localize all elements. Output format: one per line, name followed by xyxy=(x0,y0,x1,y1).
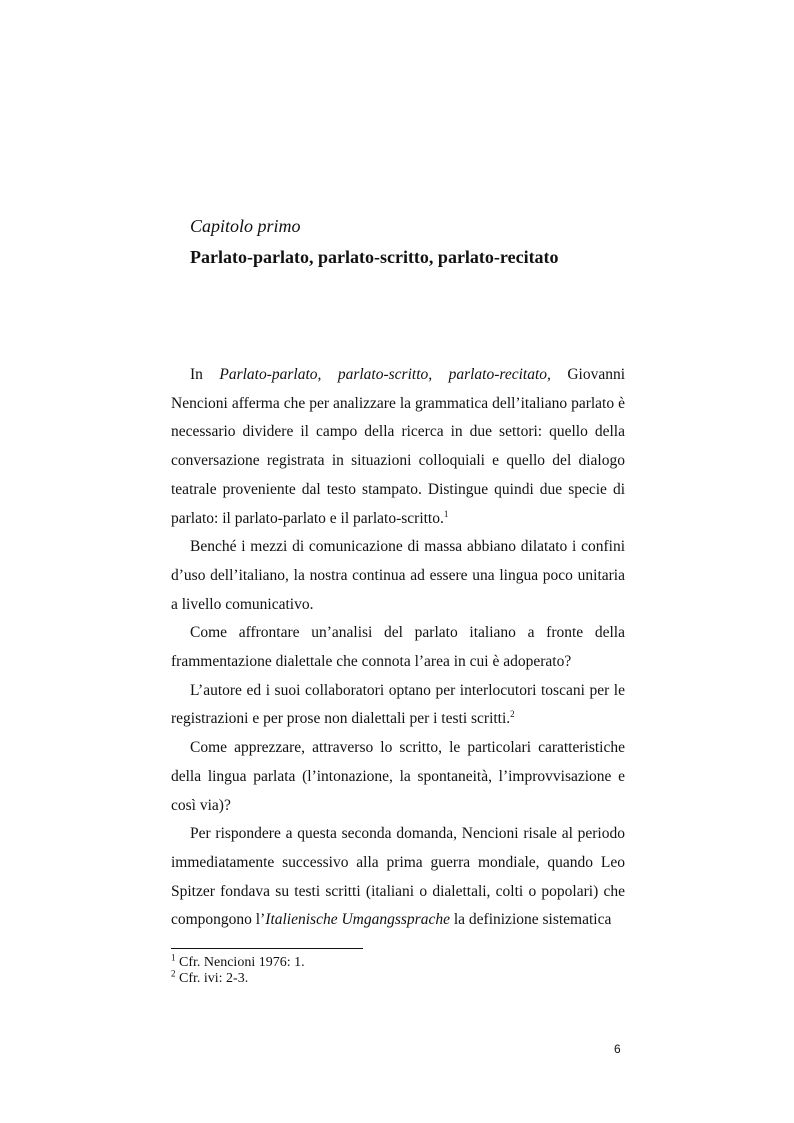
body-text xyxy=(171,361,625,935)
footnote: $^2$ Cfr. ivi: 2-3. xyxy=(171,967,249,986)
paragraph: Come affrontare un’analisi del parlato italiano a fronte della frammentazione dialettale che connota l’area in cui è adoperato? xyxy=(171,624,625,671)
cited-title: Parlato-parlato, parlato-scritto, parlato-recitato, xyxy=(219,366,551,383)
footnote-ref[interactable]: 1 xyxy=(443,508,449,519)
footnote-ref[interactable]: 2 xyxy=(510,709,515,720)
paragraph: L’autore ed i suoi collaboratori optano per interlocutori toscani per le registrazioni e per prose non dialettali per i testi scritti.$^2$ xyxy=(171,681,625,728)
footnote: $^1$ Cfr. Nencioni 1976: 1. xyxy=(171,952,305,970)
chapter-label: Capitolo primo xyxy=(190,216,301,236)
chapter-title: Parlato-parlato, parlato-scritto, parlato-recitato xyxy=(190,247,559,267)
paragraph: Come apprezzare, attraverso lo scritto, le particolari caratteristiche della lingua parlata (l’intonazione, la spontaneità, l’improvvisazione e così via)? xyxy=(171,739,625,814)
paragraph: Per rispondere a questa seconda domanda, Nencioni risale al periodo immediatamente successivo alla prima guerra mondiale, quando Leo Spitzer fondava su testi scritti (italiani o dialettali, colti o popolari) che compongono l’Italienische Umgangssprache la definizione sistematica xyxy=(171,825,625,929)
footnotes xyxy=(171,952,305,986)
cited-title: Italienische Umgangssprache xyxy=(265,911,450,929)
page-number: 6 xyxy=(614,1042,621,1056)
paragraph: In Parlato-parlato, parlato-scritto, parlato-recitato, Giovanni Nencioni afferma che per analizzare la grammatica dell’italiano parlato è necessario dividere il campo della ricerca in due settori: quello della conversazione registrata in situazioni colloquiali e quello del dialogo teatrale proveniente dal testo stampato. Distingue quindi due specie di parlato: il parlato-parlato e il parlato-scritto.$^1$ xyxy=(171,366,626,527)
footnote-rule xyxy=(171,948,363,949)
paragraph: Benché i mezzi di comunicazione di massa abbiano dilatato i confini d’uso dell’italiano, la nostra continua ad essere una lingua poco unitaria a livello comunicativo. xyxy=(171,538,625,613)
